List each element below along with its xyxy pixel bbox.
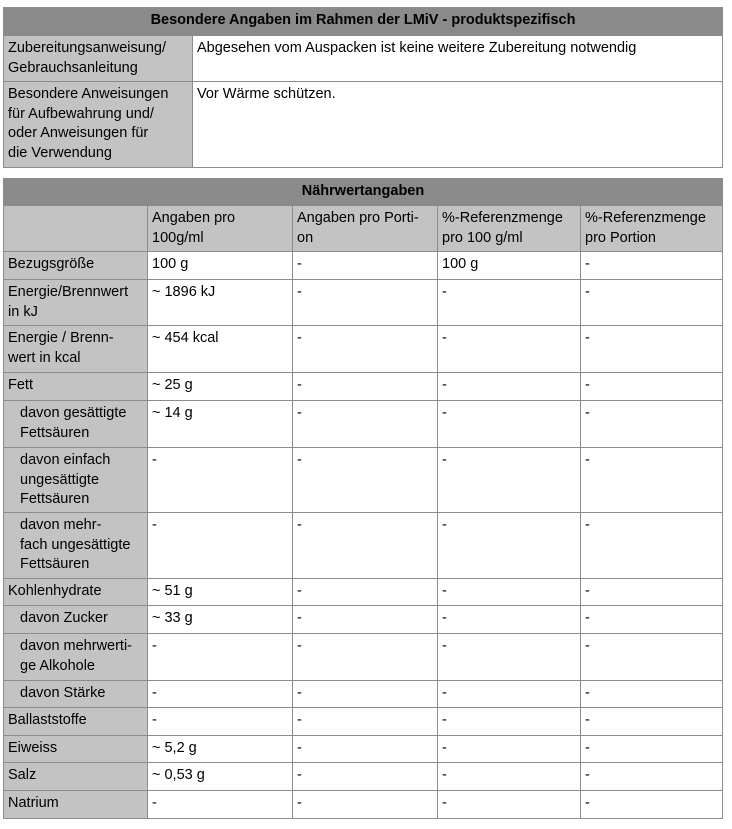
value-cell: -	[581, 326, 723, 373]
value-cell: -	[581, 401, 723, 448]
table-row	[4, 448, 723, 513]
value-cell: ~ 5,2 g	[148, 736, 293, 763]
value-cell: ~ 25 g	[148, 373, 293, 401]
row-label: davon Stärke	[4, 681, 148, 708]
value-cell: -	[438, 736, 581, 763]
row-label: Natrium	[4, 791, 148, 819]
value-cell: -	[438, 448, 581, 513]
table-row	[4, 401, 723, 448]
row-label: Kohlenhydrate	[4, 579, 148, 606]
column-header: Angaben pro Porti- on	[293, 206, 438, 252]
value-cell: 100 g	[438, 252, 581, 280]
lmiv-row	[4, 82, 723, 168]
table-row	[4, 326, 723, 373]
value-cell: -	[438, 606, 581, 634]
row-label: Salz	[4, 763, 148, 791]
table-row	[4, 736, 723, 763]
lmiv-row	[4, 36, 723, 82]
value-cell: -	[293, 448, 438, 513]
value-cell: -	[148, 708, 293, 736]
value-cell: -	[293, 579, 438, 606]
value-cell: -	[581, 763, 723, 791]
value-cell: -	[438, 791, 581, 819]
value-cell: ~ 454 kcal	[148, 326, 293, 373]
value-cell: -	[438, 634, 581, 681]
column-header: Angaben pro 100g/ml	[148, 206, 293, 252]
row-label: davon mehrwerti- ge Alkohole	[4, 634, 148, 681]
lmiv-value: Abgesehen vom Auspacken ist keine weitere Zubereitung notwendig	[193, 36, 723, 82]
nutrition-table	[3, 178, 723, 819]
value-cell: -	[293, 401, 438, 448]
value-cell: -	[581, 736, 723, 763]
value-cell: -	[438, 401, 581, 448]
value-cell: -	[438, 708, 581, 736]
row-label: Bezugsgröße	[4, 252, 148, 280]
row-label: Eiweiss	[4, 736, 148, 763]
value-cell: -	[438, 763, 581, 791]
table-row	[4, 634, 723, 681]
table-row	[4, 252, 723, 280]
value-cell: ~ 33 g	[148, 606, 293, 634]
value-cell: -	[293, 252, 438, 280]
value-cell: -	[438, 280, 581, 326]
value-cell: -	[293, 634, 438, 681]
nutrition-title: Nährwertangaben	[4, 179, 723, 206]
value-cell: -	[581, 579, 723, 606]
row-label: davon mehr- fach ungesättigte Fettsäuren	[4, 513, 148, 579]
value-cell: ~ 1896 kJ	[148, 280, 293, 326]
table-row	[4, 513, 723, 579]
value-cell: -	[293, 791, 438, 819]
value-cell: -	[293, 280, 438, 326]
value-cell: -	[293, 708, 438, 736]
value-cell: -	[148, 634, 293, 681]
value-cell: -	[148, 681, 293, 708]
value-cell: -	[581, 280, 723, 326]
value-cell: -	[438, 681, 581, 708]
value-cell: -	[293, 681, 438, 708]
lmiv-label: Besondere Anweisungen für Aufbewahrung und/ oder Anweisungen für die Verwendung	[4, 82, 193, 168]
lmiv-table	[3, 7, 723, 168]
value-cell: 100 g	[148, 252, 293, 280]
row-label: Energie/Brennwert in kJ	[4, 280, 148, 326]
value-cell: -	[581, 708, 723, 736]
table-row	[4, 579, 723, 606]
table-row	[4, 606, 723, 634]
value-cell: ~ 14 g	[148, 401, 293, 448]
value-cell: -	[581, 606, 723, 634]
column-header: %-Referenzmenge pro 100 g/ml	[438, 206, 581, 252]
value-cell: -	[438, 513, 581, 579]
header-corner	[4, 206, 148, 252]
value-cell: -	[581, 252, 723, 280]
lmiv-label: Zubereitungsanweisung/ Gebrauchsanleitung	[4, 36, 193, 82]
value-cell: -	[148, 513, 293, 579]
table-row	[4, 373, 723, 401]
table-row	[4, 708, 723, 736]
row-label: Ballaststoffe	[4, 708, 148, 736]
table-row	[4, 681, 723, 708]
value-cell: -	[293, 606, 438, 634]
row-label: Fett	[4, 373, 148, 401]
value-cell: -	[148, 791, 293, 819]
value-cell: ~ 51 g	[148, 579, 293, 606]
value-cell: -	[581, 681, 723, 708]
value-cell: -	[293, 373, 438, 401]
value-cell: -	[293, 736, 438, 763]
value-cell: -	[581, 634, 723, 681]
value-cell: -	[581, 513, 723, 579]
value-cell: -	[293, 763, 438, 791]
row-label: davon einfach ungesättigte Fettsäuren	[4, 448, 148, 513]
lmiv-title: Besondere Angaben im Rahmen der LMiV - produktspezifisch	[4, 8, 723, 36]
row-label: davon gesättigte Fettsäuren	[4, 401, 148, 448]
value-cell: -	[148, 448, 293, 513]
value-cell: -	[581, 373, 723, 401]
nutrition-header-row	[4, 206, 723, 252]
row-label: Energie / Brenn- wert in kcal	[4, 326, 148, 373]
lmiv-value: Vor Wärme schützen.	[193, 82, 723, 168]
table-row	[4, 280, 723, 326]
column-header: %-Referenzmenge pro Portion	[581, 206, 723, 252]
value-cell: -	[438, 373, 581, 401]
value-cell: -	[438, 579, 581, 606]
table-row	[4, 763, 723, 791]
value-cell: -	[293, 326, 438, 373]
value-cell: -	[581, 791, 723, 819]
value-cell: ~ 0,53 g	[148, 763, 293, 791]
row-label: davon Zucker	[4, 606, 148, 634]
value-cell: -	[438, 326, 581, 373]
value-cell: -	[581, 448, 723, 513]
value-cell: -	[293, 513, 438, 579]
table-row	[4, 791, 723, 819]
